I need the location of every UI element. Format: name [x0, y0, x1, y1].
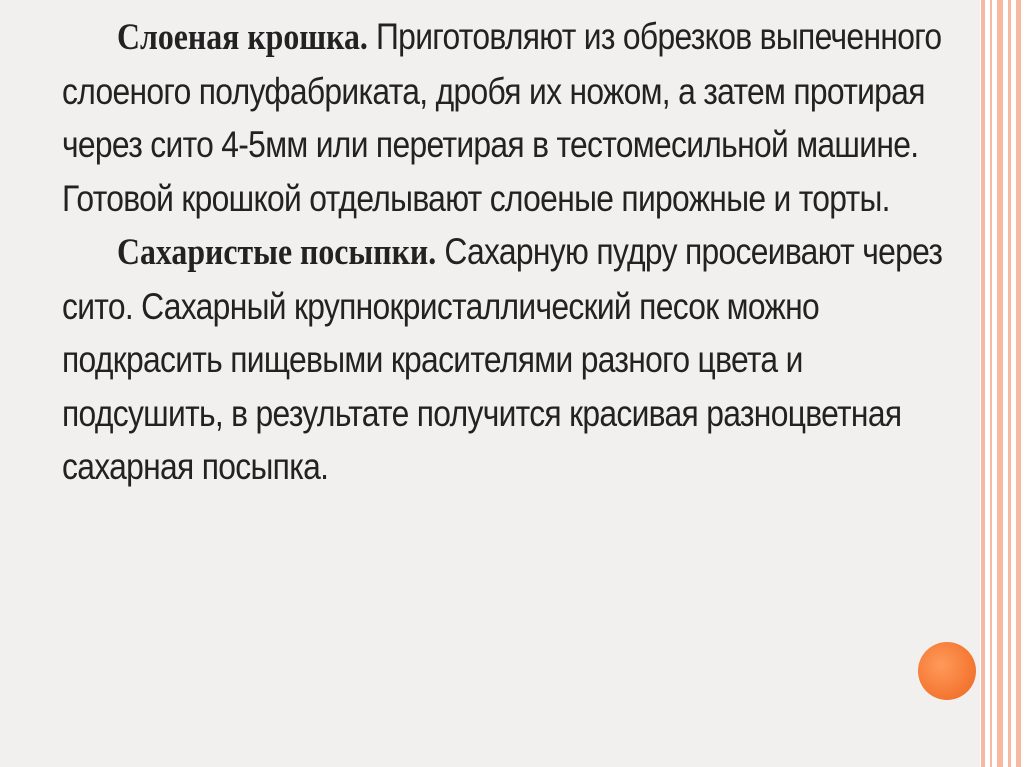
accent-circle — [918, 642, 976, 700]
decorative-stripes — [980, 0, 1024, 767]
stripe-3 — [997, 0, 1003, 767]
stripe-1 — [981, 0, 985, 767]
stripe-4 — [1008, 0, 1011, 767]
paragraph-layered-crumb — [62, 10, 956, 225]
paragraph-body: Приготовляют из обрезков выпеченного слоеного полуфабриката, дробя их ножом, а затем протирая через сито 4-5мм или перетирая в тестомесильной машине. Готовой крошкой отделывают слоеные пирожные и торты. — [62, 16, 942, 219]
stripe-5 — [1016, 0, 1021, 767]
paragraph-body: Сахарную пудру просеивают через сито. Сахарный крупнокристаллический песок можно подкрасить пищевыми красителями разного цвета и подсушить, в результате получится красивая разноцветная сахарная посыпка. — [62, 231, 943, 487]
paragraph-heading: Слоеная крошка. — [117, 17, 368, 58]
paragraph-sugar-toppings — [62, 225, 956, 494]
text-content — [62, 10, 956, 494]
stripe-2 — [990, 0, 992, 767]
paragraph-heading: Сахаристые посыпки. — [117, 232, 437, 273]
